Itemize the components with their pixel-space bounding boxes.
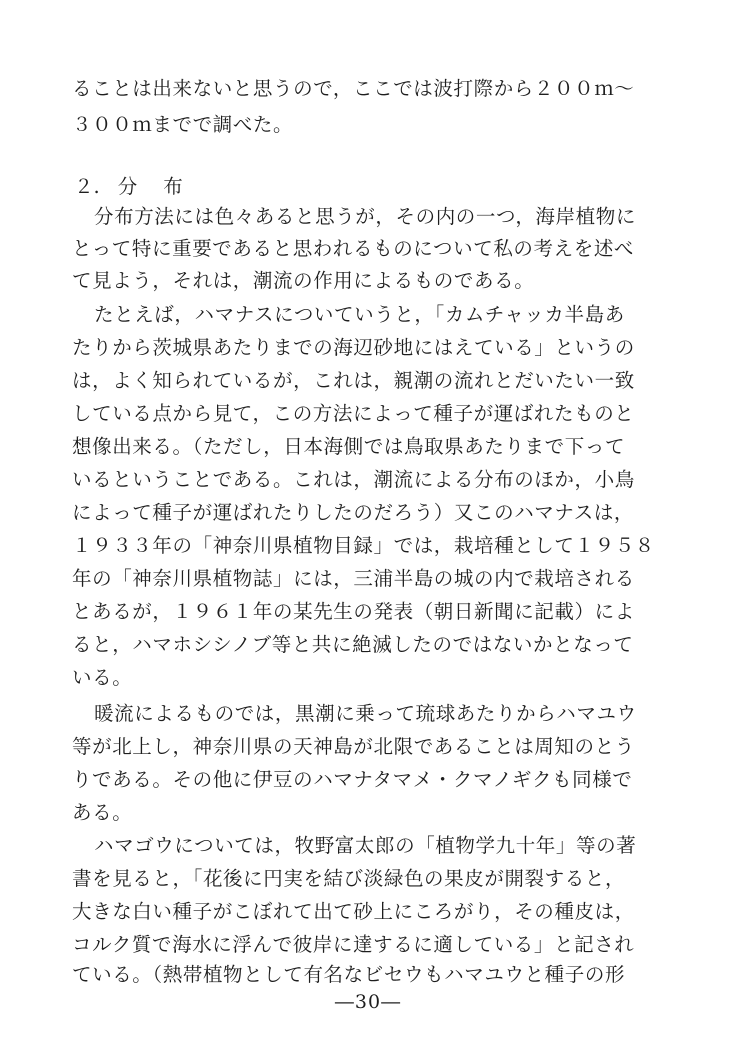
text-line: とって特に重要であると思われるものについて私の考えを述べ [72, 237, 635, 260]
text-line: たりから茨城県あたりまでの海辺砂地にはえている」というの [72, 336, 635, 359]
text-line: ることは出来ないと思うので，ここでは波打際から２００ｍ～ [72, 77, 635, 100]
text-line: とあるが，１９６１年の某先生の発表（朝日新聞に記載）によ [72, 600, 635, 623]
text-line: １９３３年の「神奈川県植物目録」では，栽培種として１９５８ [72, 534, 655, 557]
section-number: ２. [74, 175, 100, 198]
section-title-char: 布 [163, 175, 183, 198]
text-line: ３００ｍまでで調べた。 [72, 113, 294, 136]
text-line: りである。その他に伊豆のハマナタマメ・クマノギクも同様で [72, 768, 633, 791]
text-line: ると，ハマホシシノブ等と共に絶滅したのではないかとなって [72, 633, 634, 656]
text-line: によって種子が運ばれたりしたのだろう）又このハマナスは， [72, 501, 635, 524]
text-line: たとえば，ハマナスについていうと，「カムチャッカ半島あ [94, 303, 625, 326]
text-line: いる。 [72, 666, 133, 689]
text-line: ハマゴウについては，牧野富太郎の「植物学九十年」等の著 [94, 834, 637, 857]
text-line: 等が北上し，神奈川県の天神島が北限であることは周知のとう [72, 735, 635, 758]
text-line: いるということである。これは，潮流による分布のほか，小鳥 [72, 468, 635, 491]
section-heading [74, 174, 183, 200]
text-line: ている。（熱帯植物として有名なビセウもハマユウと種子の形 [72, 963, 626, 986]
section-title-char: 分 [117, 175, 138, 198]
text-line: ある。 [72, 801, 133, 824]
text-line: 分布方法には色々あると思うが，その内の一つ，海岸植物に [94, 205, 636, 228]
text-line: 書を見ると，「花後に円実を結び淡緑色の果皮が開裂すると， [72, 867, 626, 890]
text-line: 想像出来る。（ただし，日本海側では鳥取県あたりまで下って [72, 435, 626, 458]
text-line: て見よう，それは，潮流の作用によるものである。 [72, 269, 535, 292]
text-line: コルク質で海水に浮んで彼岸に達するに適している」と記され [72, 933, 635, 956]
text-line: 年の「神奈川県植物誌」には，三浦半島の城の内で栽培される [72, 567, 635, 590]
text-line: 暖流によるものでは，黒潮に乗って琉球あたりからハマユウ [94, 702, 637, 725]
page-number: ―30― [334, 991, 402, 1013]
text-line: は，よく知られているが，これは，親潮の流れとだいたい一致 [72, 369, 635, 392]
text-line: している点から見て，この方法によって種子が運ばれたものと [72, 402, 635, 425]
text-line: 大きな白い種子がこぼれて出て砂上にころがり，その種皮は， [72, 900, 635, 923]
